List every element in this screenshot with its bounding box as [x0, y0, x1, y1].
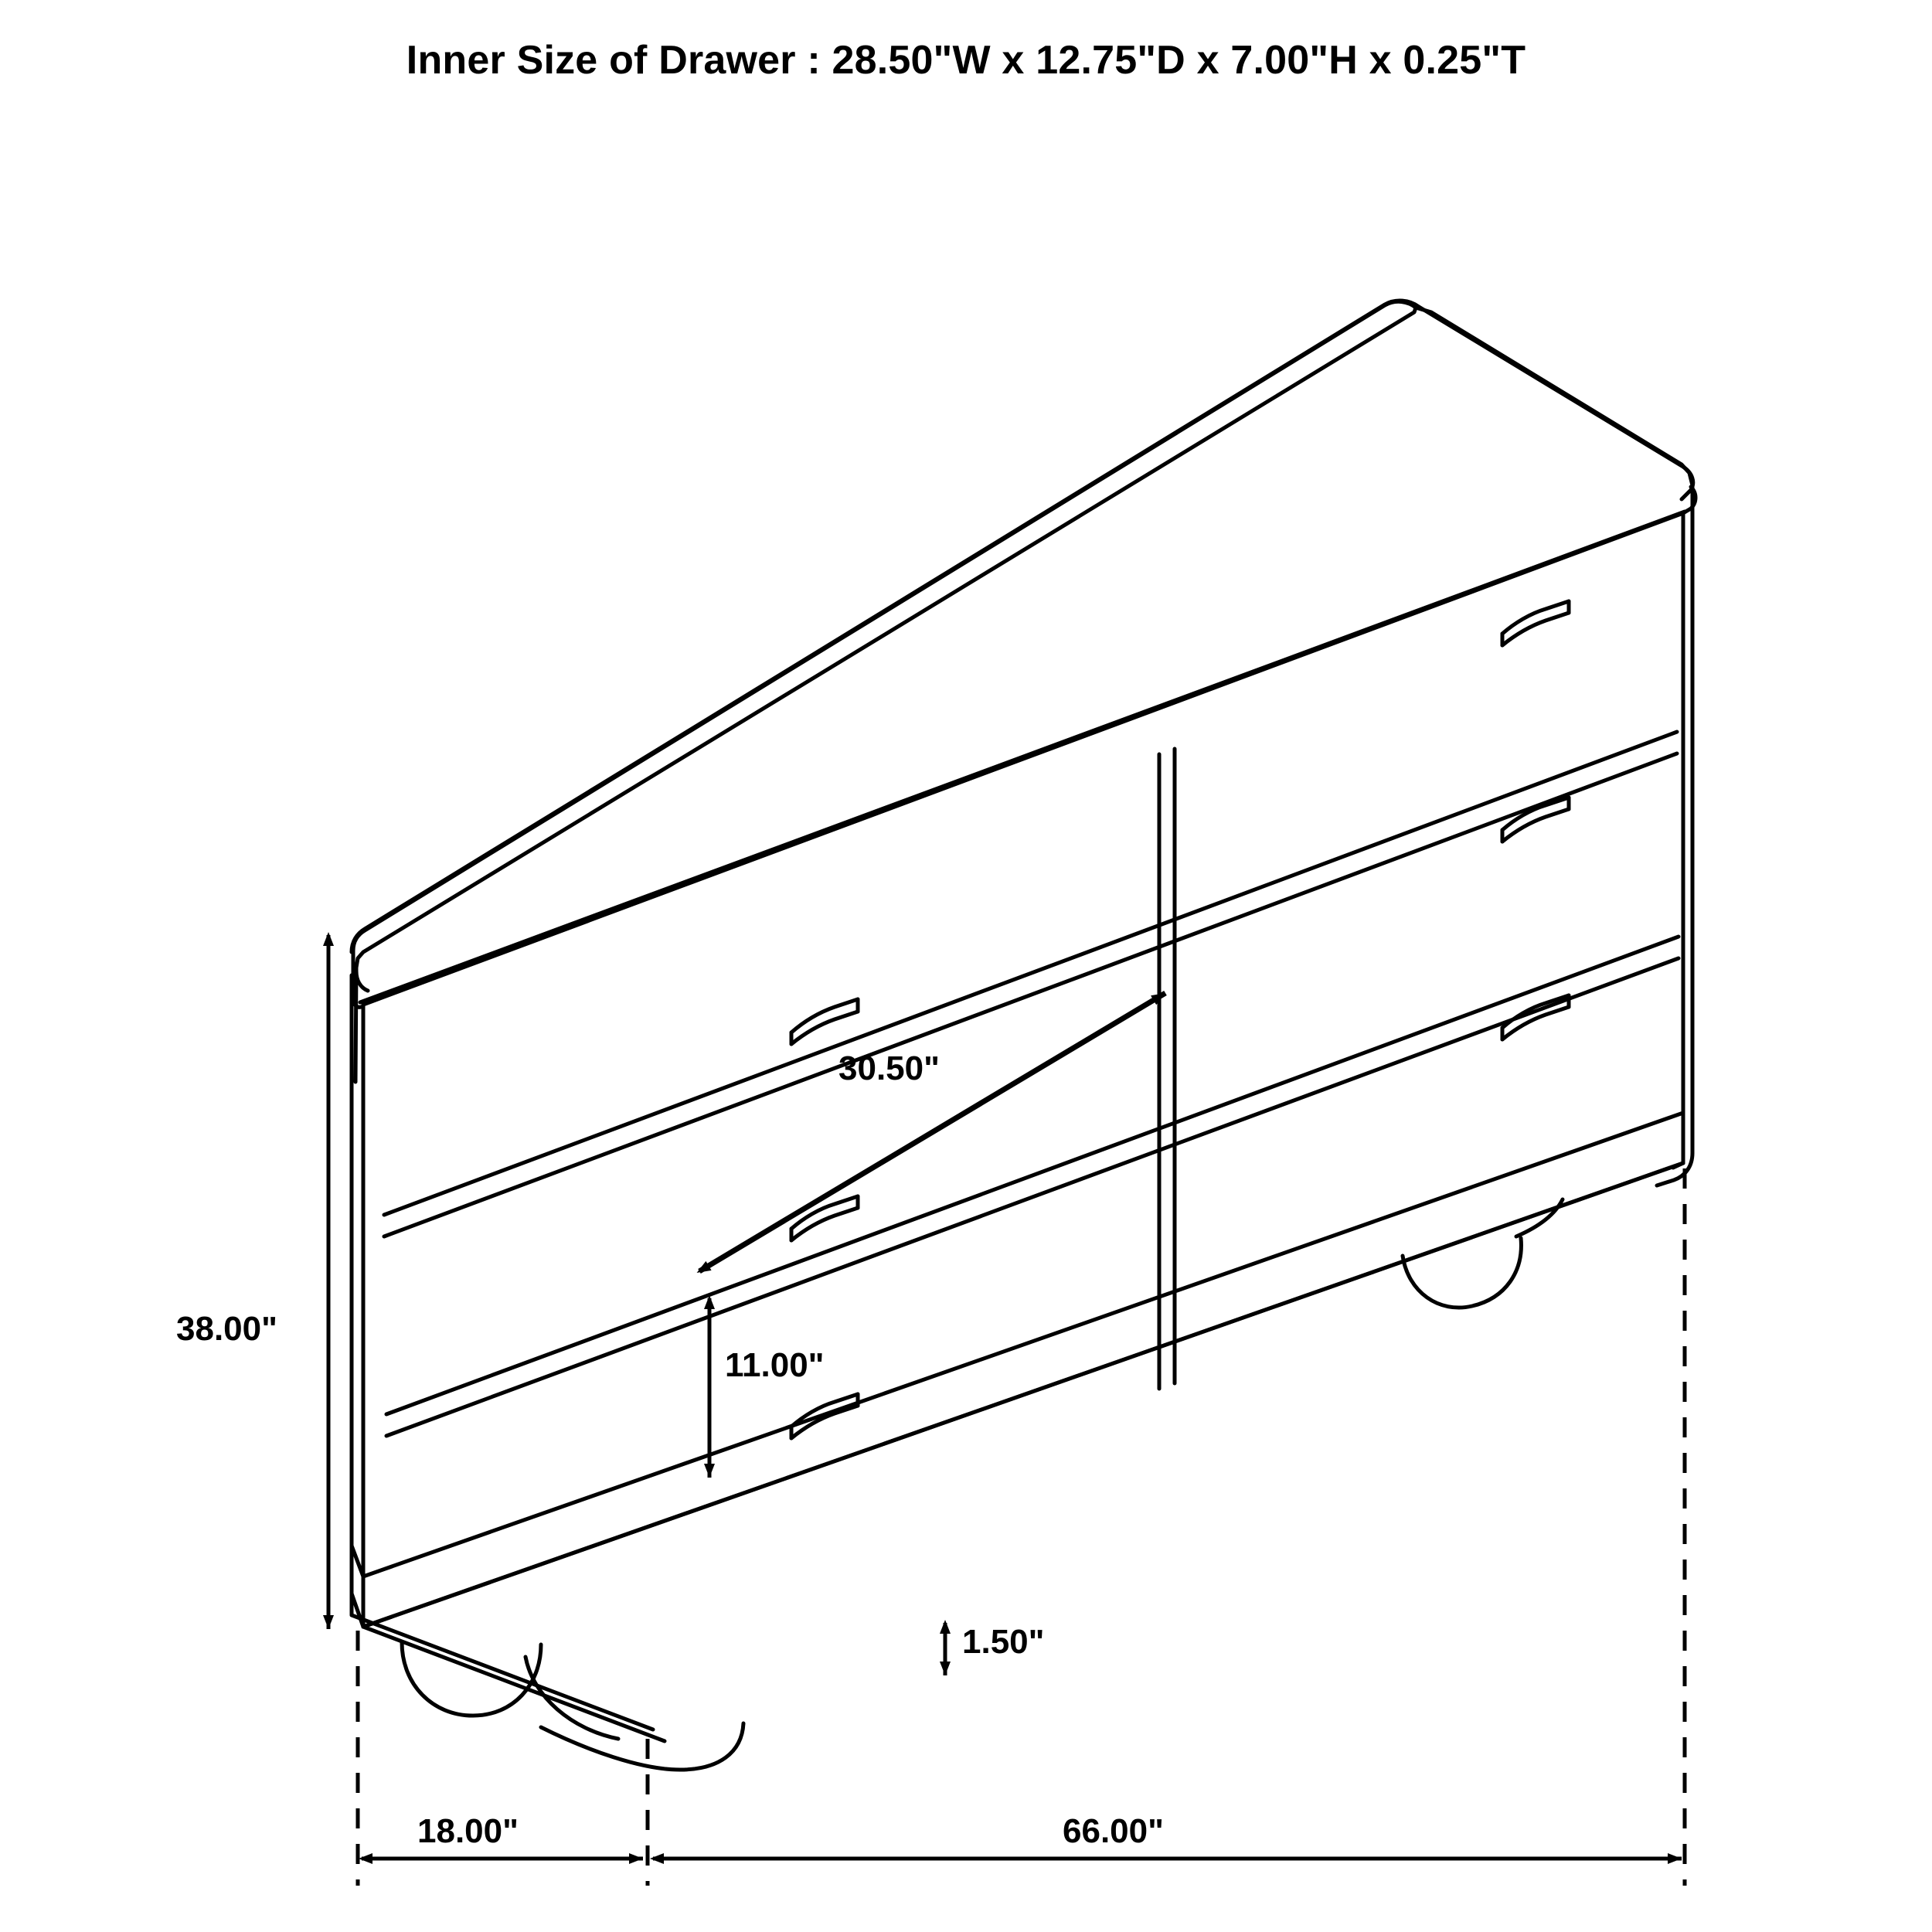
dim-label-width: 66.00" — [1063, 1812, 1164, 1850]
dim-drawer-width-line — [699, 993, 1165, 1271]
dim-label-depth: 18.00" — [417, 1812, 519, 1850]
page-title: Inner Size of Drawer : 28.50"W x 12.75"D x 7.00"H x 0.25"T — [406, 38, 1526, 83]
dresser-right-side — [1657, 506, 1692, 1185]
dim-label-drawer-height: 11.00" — [725, 1346, 825, 1384]
witness-lines — [358, 1168, 1685, 1886]
dim-label-plinth: 1.50" — [962, 1623, 1045, 1661]
dimension-lines — [328, 935, 1685, 1886]
dresser-top-panel — [352, 301, 1696, 1082]
dresser-body — [352, 301, 1696, 1770]
dim-label-height: 38.00" — [176, 1310, 277, 1348]
dim-label-drawer-width: 30.50" — [838, 1049, 940, 1087]
dresser-feet — [402, 1199, 1563, 1770]
dresser-front-face — [363, 513, 1683, 1627]
drawer-separators — [384, 732, 1679, 1436]
dresser-base-plinth — [352, 1113, 1683, 1627]
dresser-left-side — [352, 975, 665, 1741]
